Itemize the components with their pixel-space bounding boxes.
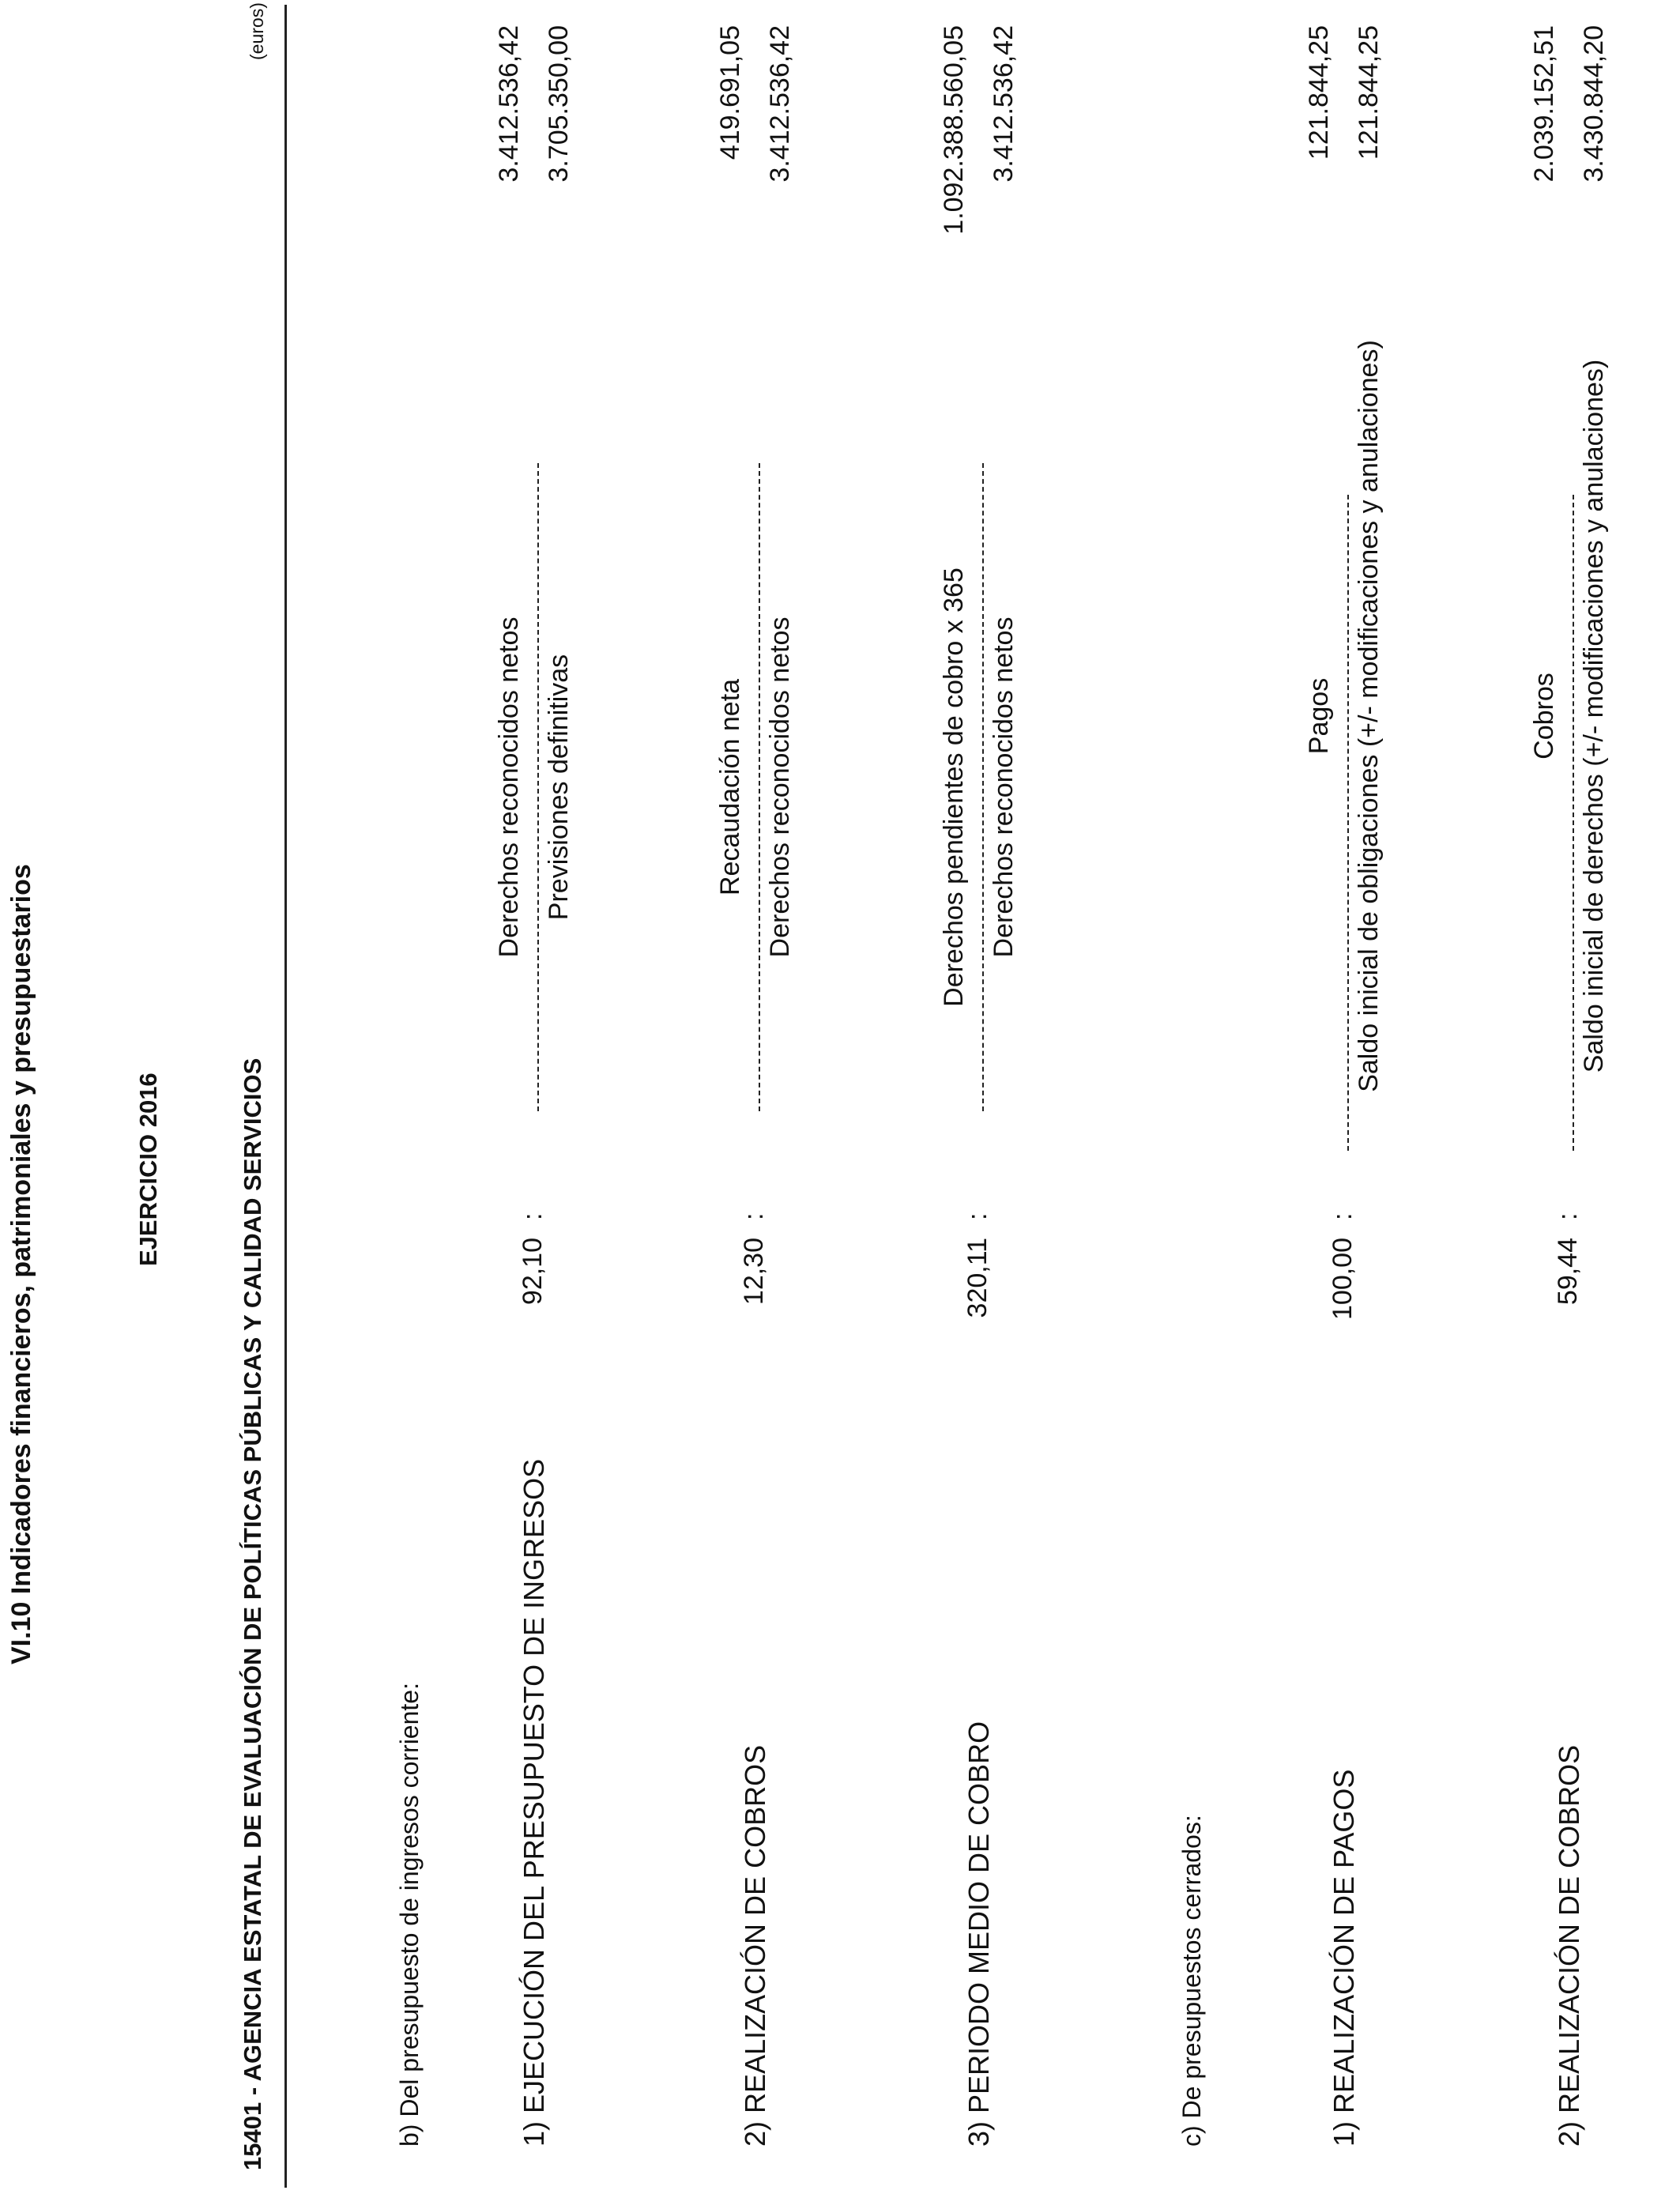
- fraction-line: [982, 463, 984, 1111]
- exercise-heading: EJERCICIO 2016: [134, 1072, 162, 1266]
- numerator-label: Recaudación neta: [715, 678, 745, 896]
- denominator-label: Derechos reconocidos netos: [765, 616, 795, 958]
- colon-separator: :: [962, 1212, 993, 1220]
- numerator-label: Cobros: [1529, 673, 1559, 760]
- numerator-value: 3.412.536,42: [494, 25, 524, 183]
- numerator-value: 2.039.152,51: [1529, 25, 1559, 183]
- indicator-value: 12,30: [739, 1238, 769, 1306]
- denominator-label: Saldo inicial de obligaciones (+/- modificaciones y anulaciones): [1354, 340, 1384, 1092]
- denominator-value: 3.430.844,20: [1579, 25, 1609, 183]
- numerator-label: Derechos pendientes de cobro x 365: [939, 567, 969, 1007]
- denominator-value: 3.705.350,00: [544, 25, 574, 183]
- indicator-title: 2) REALIZACIÓN DE COBROS: [1553, 1744, 1585, 2147]
- numerator-value: 121.844,25: [1304, 25, 1334, 160]
- numerator-value: 419.691,05: [715, 25, 745, 160]
- indicator-value: 100,00: [1328, 1238, 1358, 1320]
- fraction-line: [759, 463, 760, 1111]
- indicator-title: 3) PERIODO MEDIO DE COBRO: [962, 1721, 995, 2147]
- numerator-label: Pagos: [1304, 677, 1334, 755]
- denominator-value: 3.412.536,42: [989, 25, 1019, 183]
- denominator-label: Previsiones definitivas: [544, 654, 574, 921]
- section-c-label: c) De presupuestos cerrados:: [1177, 1815, 1206, 2147]
- denominator-label: Saldo inicial de derechos (+/- modificaciones y anulaciones): [1579, 359, 1609, 1073]
- fraction-line: [1573, 495, 1574, 1151]
- colon-separator: :: [739, 1212, 769, 1220]
- numerator-value: 1.092.388.560,05: [939, 25, 969, 235]
- denominator-label: Derechos reconocidos netos: [989, 616, 1019, 958]
- colon-separator: :: [1553, 1212, 1583, 1220]
- denominator-value: 3.412.536,42: [765, 25, 795, 183]
- denominator-value: 121.844,25: [1354, 25, 1384, 160]
- header-rule: [284, 5, 287, 2188]
- indicator-title: 1) EJECUCIÓN DEL PRESUPUESTO DE INGRESOS: [518, 1458, 550, 2147]
- fraction-line: [1347, 495, 1349, 1151]
- entity-heading: 15401 - AGENCIA ESTATAL DE EVALUACIÓN DE POLÍTICAS PÚBLICAS Y CALIDAD SERVICIOS: [239, 1057, 266, 2170]
- colon-separator: :: [1328, 1212, 1358, 1220]
- indicator-value: 92,10: [518, 1238, 548, 1306]
- indicator-value: 320,11: [962, 1238, 993, 1318]
- indicator-title: 2) REALIZACIÓN DE COBROS: [739, 1744, 771, 2147]
- indicator-title: 1) REALIZACIÓN DE PAGOS: [1328, 1769, 1360, 2147]
- colon-separator: :: [518, 1212, 548, 1220]
- numerator-label: Derechos reconocidos netos: [494, 616, 524, 958]
- page-title: VI.10 Indicadores financieros, patrimoniales y presupuestarios: [6, 864, 36, 1664]
- units-label: (euros): [247, 2, 267, 60]
- indicator-value: 59,44: [1553, 1238, 1583, 1306]
- section-b-label: b) Del presupuesto de ingresos corriente:: [395, 1683, 424, 2147]
- fraction-line: [537, 463, 539, 1111]
